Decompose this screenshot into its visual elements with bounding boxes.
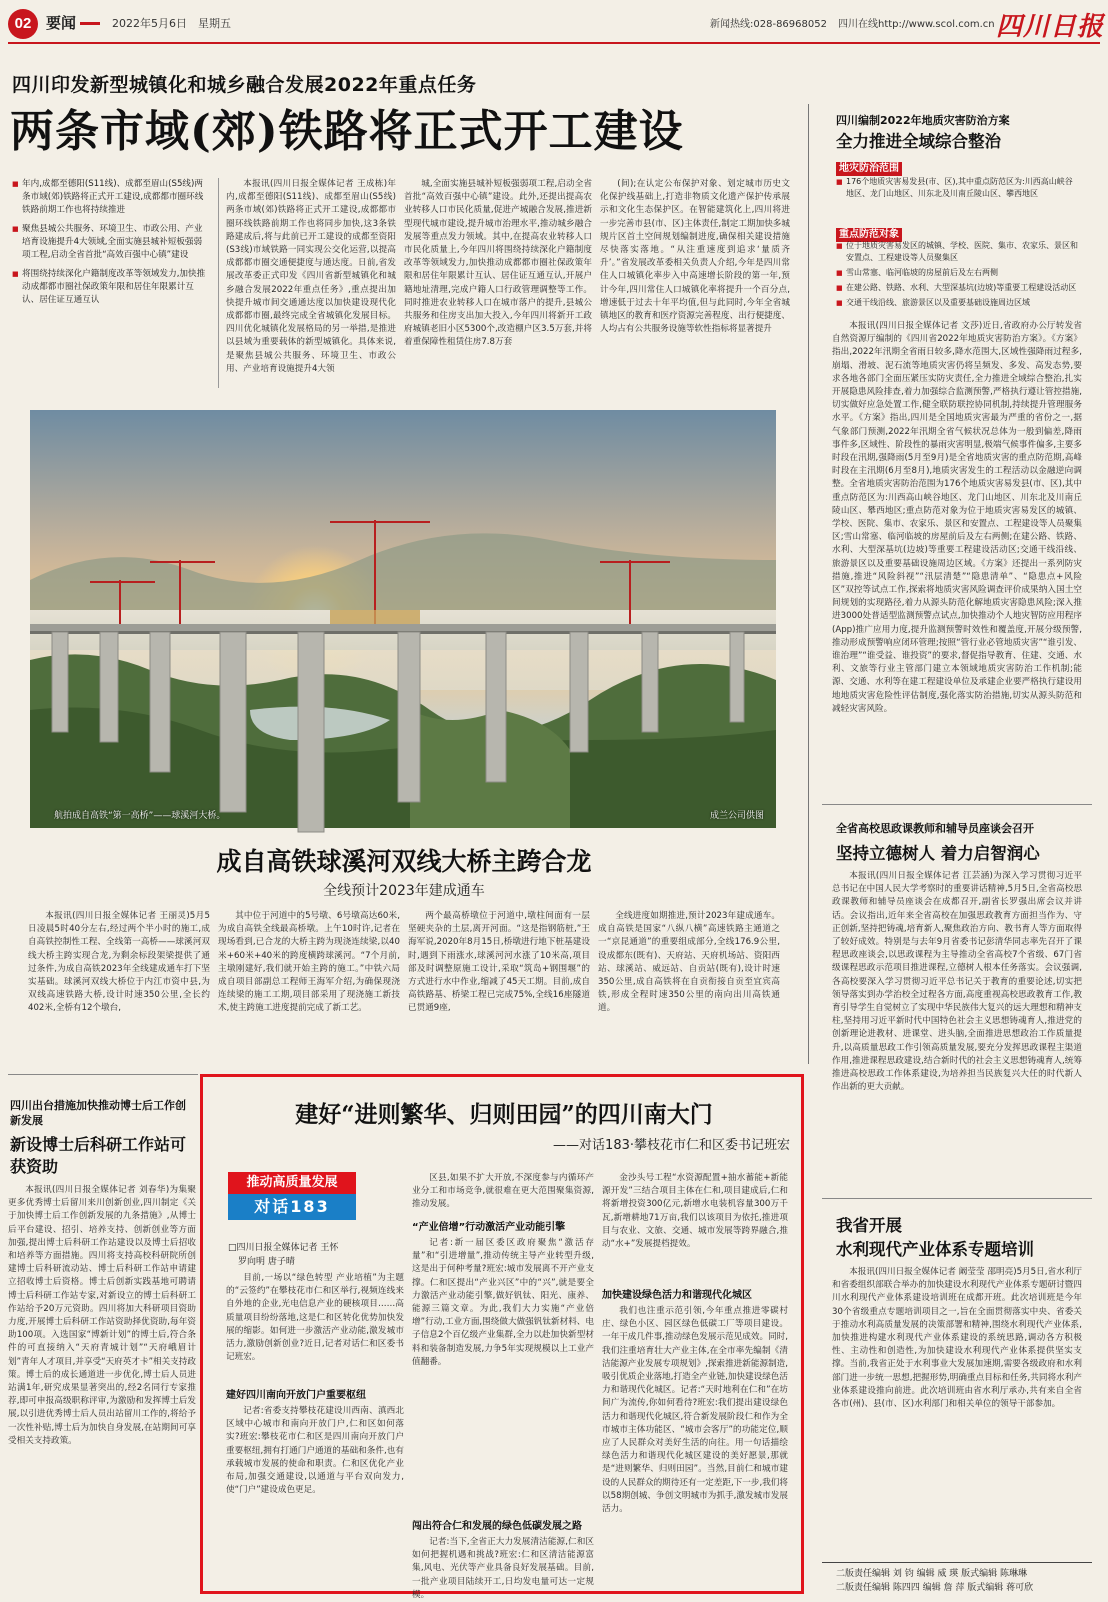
geo-headline: 全力推进全域综合整治 <box>836 132 1001 151</box>
bridge-col2: 其中位于河道中的5号墩、6号墩高达60米,为成自高铁全线最高桥墩。上午10时许,记者在现场看到,已合龙的大桥主跨为现浇连续梁,以40米+60米+40米的跨度横跨球溪河。“7个月前,主墩刚建好,我们就开始主跨的施工。”中铁六局成自项目部副总工程师王海军介绍,为确保现浇连续梁的施工工期,项目部采用了现浇施工新技术,使主跨施工进度提前完成了新工艺。 <box>218 911 400 1014</box>
footer-credits-2: 二版责任编辑 陈四四 编辑 詹 萍 版式编辑 蒋可欣 <box>836 1583 1034 1593</box>
right-divider-2 <box>822 1198 1092 1199</box>
edu-kicker: 全省高校思政课教师和辅导员座谈会召开 <box>836 822 1034 835</box>
geo-list-scope <box>836 176 1080 200</box>
feature-byline-1: □四川日报全媒体记者 王怀 <box>228 1243 339 1253</box>
issue-date: 2022年5月6日 <box>112 17 187 30</box>
photo-credit: 成兰公司供图 <box>710 811 765 821</box>
feature-col3 <box>602 1172 788 1588</box>
feature-col2 <box>412 1172 594 1600</box>
feature-col1 <box>226 1272 404 1588</box>
feature-col2-text-b: 记者:新一届区委区政府聚焦“激活存量”和“引进增量”,推动传统主导产业转型升级,这是出于何种考量?班宏:城市发展离不开产业支撑。仁和区提出“产业兴区”中的“兴”,就是要全力激活产业动能引擎,做好钒钛、阳光、康养、能源三篇文章。为此,我们大力实施“产业倍增”行动,工业方面,围绕做大做强钒钛新材料、电子信息2个百亿级产业集群,全力以赴加快新型材料和装备制造发展,力争5年实现规模以上工业产值翻番。 <box>412 1238 594 1367</box>
geo-list-item: ■ 在建公路、铁路、水利、大型深基坑(边坡)等重要工程建设活动区 <box>836 282 1080 294</box>
lead-col2: 城,全面实施县城补短板强弱项工程,启动全省首批“高效百强中心镇”建设。此外,还提出提高农业转移人口市民化质量,促进产城融合发展,推进新型现代城市建设,提升城市治理水平,推动城乡融合发展等重点发力领域。其中,在提高农业转移人口市民化质量上,今年四川将围绕持续深化户籍制度改革等领域发力,加快推动成都都市圈社保政策年限和居住年限累计互认、居住证互通互认,开展户籍地址清理,完成户籍人口行政管理调整等工作。同时推进农业转移人口在城市落户的提升,县城公共服务和住房支出加大投入,今年四川将新开工政府城镇老旧小区5300个,改造棚户区3.5万套,并将着重保障性租赁住房7.8万套 <box>404 179 592 348</box>
bridge-photo <box>30 410 776 828</box>
lead-bullets <box>12 178 210 307</box>
feature-col3-subhead: 加快建设绿色活力和谐现代化城区 <box>602 1290 752 1301</box>
edu-body: 本报讯(四川日报全媒体记者 江芸涵)为深入学习贯彻习近平总书记在中国人民大学考察时的重要讲话精神,5月5日,全省高校思政课教师和辅导员座谈会在成都召开,副省长罗强出席会议并讲话。会议指出,近年来全省高校在加强思政教育方面担当作为、守正创新,坚持把铸魂,培育新人,聚焦政治方向、教书育人等方面取得了较好成效。特别是与去年9月省委书记彭清华同志率先召开了课程思政座谈会,以思政课程为主导推动全省高校7个省级、67门省级课程思政示范项目推进课程,立德树人根本任务落实。会议强调,各高校要深入学习贯彻习近平总书记关于教育的重要论述,切实把领导落实到办学治校全过程各方面,高度重视高校思政教育工作,教育引导学生自觉树立了实现中华民族伟大复兴的远大理想和精神支柱,坚持用习近平新时代中国特色社会主义思想铸魂育人,推进党的创新理论进教材、进课堂、进头脑,全面推进思想政治工作质量提升,以高质量思政工作引领高质量发展,要充分发挥思政课程主渠道作用,推进课程思政建设,结合新时代的社会主义思想铸魂育人,统筹推进高校思政工作体系建设,为培养担当民族复兴大任的时代新人作出新的更大贡献。 <box>832 871 1082 1093</box>
footer-rule <box>822 1562 1092 1563</box>
water-body: 本报讯(四川日报全媒体记者 阚莹莹 邵明亮)5月5日,省水利厅和省委组织部联合举办的加快建设水利现代产业体系专题研讨暨四川水利现代产业体系建设培训班在成都开班。此次培训班是今年30个省级重点专题培训项目之一,旨在全面贯彻落实中央、省委关于推动水利高质量发展的决策部署和精神,围绕水利现代产业体系,加快推进构建水利现代产业体系建设的系统思路,调动各方积极性、主动性和创造性,为加快建设水利现代产业体系提供坚实支撑。当前,我省正处于水利事业大发展加速期,需要各级政府和水利部门进一步统一思想,把握形势,明确重点目标和任务,共同将水利产业体系建设推向前进。此次培训班由省水利厅承办,共有来自全省各市(州)、县(市、区)水利部门和相关单位的领导干部参加。 <box>832 1267 1082 1410</box>
feature-col1-subhead: 建好四川南向开放门户重要枢纽 <box>226 1390 366 1401</box>
feature-col3-text-b: 我们也注重示范引领,今年重点推进零碳村庄、绿色小区、园区绿色低碳工厂等项目建设。一年干成几件事,推动绿色发展示范见成效。同时,我们注重培育壮大产业主体,在全市率先编制《清洁能源产业发展专项规划》,探索推进新能源制造,吸引优质企业落地,打造全产业链,加快建设绿色活力和谐现代化城区。记者:“天时地利在仁和”在坊间广为流传,你如何看待?班宏:我们提出建设绿色活力和谐现代化城区,符合新发展阶段仁和作为全市城市主体功能区、“城市会客厅”的功能定位,顺应了人民群众对美好生活的向往。用一句话描绘绿色活力和谐现代化城区建设的美好愿景,那就是“进则繁华、归则田园”。当然,目前仁和城市建设的人民群众的期待还有一定差距,下一步,我们将以58期创城、争创文明城市为抓手,激发城市发展活力。 <box>602 1306 788 1515</box>
geo-tag-targets: 重点防范对象 <box>836 222 902 242</box>
bridge-col3: 两个最高桥墩位于河道中,墩柱间面有一层坚硬夹杂的土层,离开河面。“这是指钢筋桩,”王海军说,2020年8月15日,桥墩进行地下桩基建设时,遇到下雨涨水,球溪河河水涨了10米高,项目部及时调整原施工设计,采取“筑岛+钢围堰”的方式进行水中作业,缩减了45天工期。目前,成自高铁路基、桥梁工程已完成75%,全线16座隧道已贯通9座, <box>408 911 590 1014</box>
bridge-subhead: 全线预计2023年建成通车 <box>323 883 485 899</box>
lead-headline: 两条市域(郊)铁路将正式开工建设 <box>10 106 684 157</box>
geo-tag-scope: 地灾防治范围 <box>836 156 902 176</box>
dialogue-badge-top: 推动高质量发展 <box>228 1172 356 1194</box>
water-headline-1: 我省开展 <box>836 1216 902 1235</box>
geo-list-item: ■ 交通干线沿线、旅游景区以及重要基础设施周边区域 <box>836 297 1080 309</box>
lead-col1: 本报讯(四川日报全媒体记者 王成栋)年内,成都至德阳(S11线)、成都至眉山(S5线)两条市域(郊)铁路将正式开工建设,成都都市圈环线铁路前期工作也将同步加快,这3条铁路建成后,将与此前已开工建设的成都至资阳(S3线)市域铁路一同实现公交化运营,以提高成都都市圈交通便捷度与通达度。日前,省发展改革委正式印发《四川省新型城镇化和城乡融合发展2022年重点任务》,重点提出加快提升城市间交通通达度以加快建设现代化成都都市圈,最终完成全省城镇化发展目标。四川优化城镇化发展格局的另一举措,是推进以县域为重要载体的新型城镇化。具体来说,是聚焦县城公共服务、环境卫生、市政公用、产业培育设施提升4大领 <box>226 179 396 374</box>
dialogue-badge <box>228 1172 356 1220</box>
hotline: 新闻热线:028-86968052 <box>710 19 827 30</box>
bridge-col4: 全线进度如期推进,预计2023年建成通车。成自高铁是国家“八纵八横”高速铁路主通道之一“京昆通道”的重要组成部分,全线176.9公里,设成都东(既有)、天府站、天府机场站、资阳西站、球溪站、威远站、自贡站(既有),设计时速350公里,成自高铁将在自贡衔接自贡至宜宾高铁,形成全程时速350公里的南向出川高铁通道。 <box>598 911 780 1014</box>
feature-col2-text-c: 记者:当下,全省正大力发展清洁能源,仁和区如何把握机遇和挑战?班宏:仁和区清洁能源富集,风电、光伏等产业具备良好发展基础。目前,一批产业项目陆续开工,日均发电量可达一定规模。 <box>412 1537 594 1600</box>
geo-list-targets <box>836 240 1080 309</box>
bridge-col1: 本报讯(四川日报全媒体记者 王丽灵)5月5日凌晨5时40分左右,经过两个半小时的施工,成自高铁控制性工程、全线第一高桥——球溪河双线大桥主跨实现合龙,为剩余标段架梁提供了通过条件,为成自高铁2023年全线建成通车打下坚实基础。球溪河双线大桥位于内江市资中县,为双线高速铁路大桥,设计时速350公里,全长约402米,全桥有12个墩台, <box>28 911 210 1014</box>
lead-bullet: ■ 将围绕持续深化户籍制度改革等领域发力,加快推动成都都市圈社保政策年限和居住年限累计互认、居住证互通互认 <box>12 268 210 307</box>
geo-list-item: ■ 176个地质灾害易发县(市、区),其中重点防范区为:川西高山峡谷地区、龙门山地区、川东北及川南丘陵山区、攀西地区 <box>836 176 1080 200</box>
edu-headline: 坚持立德树人 着力启智润心 <box>836 844 1040 863</box>
issue-weekday: 星期五 <box>198 17 231 30</box>
feature-col1-text-a: 目前,一场以“绿色转型 产业培植”为主题的“云签约”在攀枝花市仁和区举行,视频连线来自外地的企业,光电信息产业的硬核项目……高质量项目纷纷落地,这是仁和区转化优势加快发展的缩影。如何进一步激活产业动能,激发城市活力,激励创新创业?近日,记者对话仁和区委书记班宏。 <box>226 1273 404 1363</box>
lead-bullet: ■ 年内,成都至德阳(S11线)、成都至眉山(S5线)两条市域(郊)铁路将正式开工建设,成都都市圈环线铁路前期工作也将持续推进 <box>12 178 210 217</box>
right-divider-1 <box>822 804 1092 805</box>
geo-list-item: ■ 位于地质灾害易发区的城镇、学校、医院、集市、农家乐、景区和安置点、工程建设等人员聚集区 <box>836 240 1080 264</box>
section-underline <box>80 22 100 25</box>
masthead-rule <box>8 42 1100 44</box>
column-divider <box>808 104 809 1064</box>
masthead <box>0 0 1108 42</box>
footer-credits-1: 二版责任编辑 刘 钧 编辑 威 瑛 版式编辑 陈琳琳 <box>836 1569 1028 1579</box>
bridge-headline: 成自高铁球溪河双线大桥主跨合龙 <box>216 847 592 876</box>
page-number-badge: 02 <box>8 9 38 39</box>
postdoc-kicker: 四川出台措施加快推动博士后工作创新发展 <box>10 1099 186 1127</box>
postdoc-body: 本报讯(四川日报全媒体记者 刘春华)为集聚更多优秀博士后留川来川创新创业,四川制定《关于加快博士后工作创新发展的九条措施》,从博士后平台建设、招引、培养支持、创新创业等方面加强,提出博士后科研工作站建设以及博士后招收和培养等方面措施。四川将支持高校科研院所创建博士后科研流动站、博士后科研工作站申请建立招收博士后资格。博士后创新实践基地可聘请博士后科研工作站专家,对新设立的博士后科研工作站给予20万元资助。四川将加大科研项目资助力度,开展博士后科研工作站资助择优资助,每年资助100项。入选国家“博新计划”的博士后,符合条件的可直接纳入“天府青城计划”“天府峨眉计划”青年人才项目,并享受“天府英才卡”相关支持政策。博士后的成长通道进一步优化,博士后人员进站满1年,研究成果显著突出的,经2名同行专家推荐,即可申报高级职称评审,为激励和发挥博士后发展,以引进优秀博士后人员出站留川工作的,将给予一次性补贴,博士后为加快自身发展,在站期间可享受相关支持政策。 <box>8 1185 196 1446</box>
feature-col3-text-a: 金沙头号工程“水资源配置+抽水蓄能+新能源开发”三结合项目主体在仁和,项目建成后,仁和将新增投资300亿元,新增水电装机容量300万千瓦,新增耕地71万亩,我们以该项目为依托,推进项目与农业、文旅、交通、城市发展等跨界融合,推动“水+”发展提档提效。 <box>602 1173 788 1250</box>
lead-bullet-divider <box>218 178 219 388</box>
lead-bullet: ■ 聚焦县城公共服务、环境卫生、市政公用、产业培育设施提升4大领域,全面实施县城补短板强弱项工程,启动全省首批“高效百强中心镇”建设 <box>12 223 210 262</box>
lead-kicker: 四川印发新型城镇化和城乡融合发展2022年重点任务 <box>12 74 477 96</box>
lead-col3: (间);在认定公布保护对象、划定城市历史文化保护线基础上,打造非物质文化遗产保护传承展示和文化生态保护区。在智能建筑化上,四川将进一步完善市县(市、区)主体责任,制定工期加快多城规片区首土空间规划编制进度,确保相关建设措施尽快落实落地。“从注重速度到追求‘量质齐升’。”省发展改革委相关负责人介绍,今年是四川常住人口城镇化率步入中高速增长阶段的第一年,预计今年,四川常住人口城镇化率将提升一个百分点,增速低于过去十年平均值,但与此同时,今年全省城镇地区的教育和医疗资源完善程度、出行便捷度、人均占有公共服务设施等软性指标将显著提升 <box>600 179 790 335</box>
geo-kicker: 四川编制2022年地质灾害防治方案 <box>836 114 1010 127</box>
feature-col1-text-b: 记者:省委支持攀枝花建设川西南、滇西北区域中心城市和南向开放门户,仁和区如何落实?班宏:攀枝花市仁和区是四川南向开放门户重要枢纽,拥有打通门户通道的基础和条件,也有承载城市发展的使命和职责。仁和区优化产业布局,加强交通建设,以通道与平台双向发力,使“门户”建设成色更足。 <box>226 1406 404 1496</box>
feature-col2-subhead-2: 闯出符合仁和发展的绿色低碳发展之路 <box>412 1521 582 1532</box>
water-headline-2: 水利现代产业体系专题培训 <box>836 1240 1034 1259</box>
bridge-photo-art <box>30 410 776 828</box>
feature-headline: 建好“进则繁华、归则田园”的四川南大门 <box>295 1101 713 1128</box>
feature-subhead: ——对话183·攀枝花市仁和区委书记班宏 <box>553 1138 790 1153</box>
newspaper-logo: 四川日报 <box>996 12 1105 42</box>
website: 四川在线http://www.scol.com.cn <box>838 19 995 30</box>
geo-list-item: ■ 雪山常塞、临河临坡的房屋前后及左右两侧 <box>836 267 1080 279</box>
feature-col2-subhead: “产业倍增”行动激活产业动能引擎 <box>412 1222 566 1233</box>
feature-byline-2: 罗向明 唐子晴 <box>238 1257 295 1267</box>
section-name: 要闻 <box>46 14 77 32</box>
geo-body: 本报讯(四川日报全媒体记者 文莎)近日,省政府办公厅转发省自然资源厅编制的《四川省2022年地质灾害防治方案》。《方案》指出,2022年汛期全省雨日较多,降水范围大,区域性强降雨过程多,崩塌、滑坡、泥石流等地质灾害仍将呈频发、多发、高发态势,要求各地各部门全面压紧压实防灾责任,全力推进全域综合整治,扎实开展隐患风险排查,着力加强综合监测预警,严格执行遵让管控措施,切实做好应急处置工作,健全联防联控协同机制,持续提升管理服务水平。《方案》指出,四川是全国地质灾害最为严重的省份之一,据气象部门预测,2022年汛期全省气候状况总体为一般到偏差,降雨事件多,区域性、阶段性的暴雨灾害明显,极端气候事件偏多,主要多时段在汛期,强降雨(5月至9月)是全省地质灾害的重点防范期,高峰时段在主汛期(6月至8月),地质灾害发生的工程活动以金融逆向调整。全省地质灾害防治范围为176个地质灾害易发县(市、区),其中重点防范区为:川西高山峡谷地区、龙门山地区、川东北及川南丘陵山区、攀西地区;重点防范对象为位于地质灾害易发区的城镇、学校、医院、集市、农家乐、景区和安置点、工程建设等人员聚集区;雪山常塞、临河临坡的房屋前后及左右两侧;在建公路、铁路、水利、大型深基坑(边坡)等重要工程建设活动区;交通干线沿线、旅游景区以及重要基础设施周边区域。《方案》还提出一系列防灾措施,推进“风险斜视”“汛层清楚”“隐患清单”、“隐患点+风险区”双控等试点工作,探索将地质灾害风险调查评价成果纳入国土空间规划的实现路径,着力从源头防范化解地质灾害隐患风险;深入推进3000处普适型监测预警点试点,加快推动个人地灾智防应用程序(App)推广应用力度,提升监测预警时效性和覆盖度,开展分级预警,推动形成预警响应闭环管理;按照“管行业必管地质灾害”“谁引发、谁治理”“谁受益、谁投资”的要求,督促指导教育、住建、交通、水利、文旅等行业主管部门建立本领域地质灾害防治工作机制;能源、交通、水利等在建工程建设单位及承建企业要严格执行建设用地地质灾害危险性评估制度,强化落实防治措施,切实从源头防范和减轻灾害风险。 <box>832 321 1082 714</box>
photo-caption: 航拍成自高铁“第一高桥”——球溪河大桥。 <box>54 811 226 821</box>
left-bottom-topline <box>8 1074 198 1075</box>
feature-col2-text-a: 区县,如果不扩大开放,不深度参与内循环产业分工和市场竞争,就很难在更大范围聚集资源,推动发展。 <box>412 1173 594 1210</box>
dialogue-badge-bottom: 对话183 <box>228 1194 356 1220</box>
postdoc-headline: 新设博士后科研工作站可获资助 <box>10 1135 187 1176</box>
